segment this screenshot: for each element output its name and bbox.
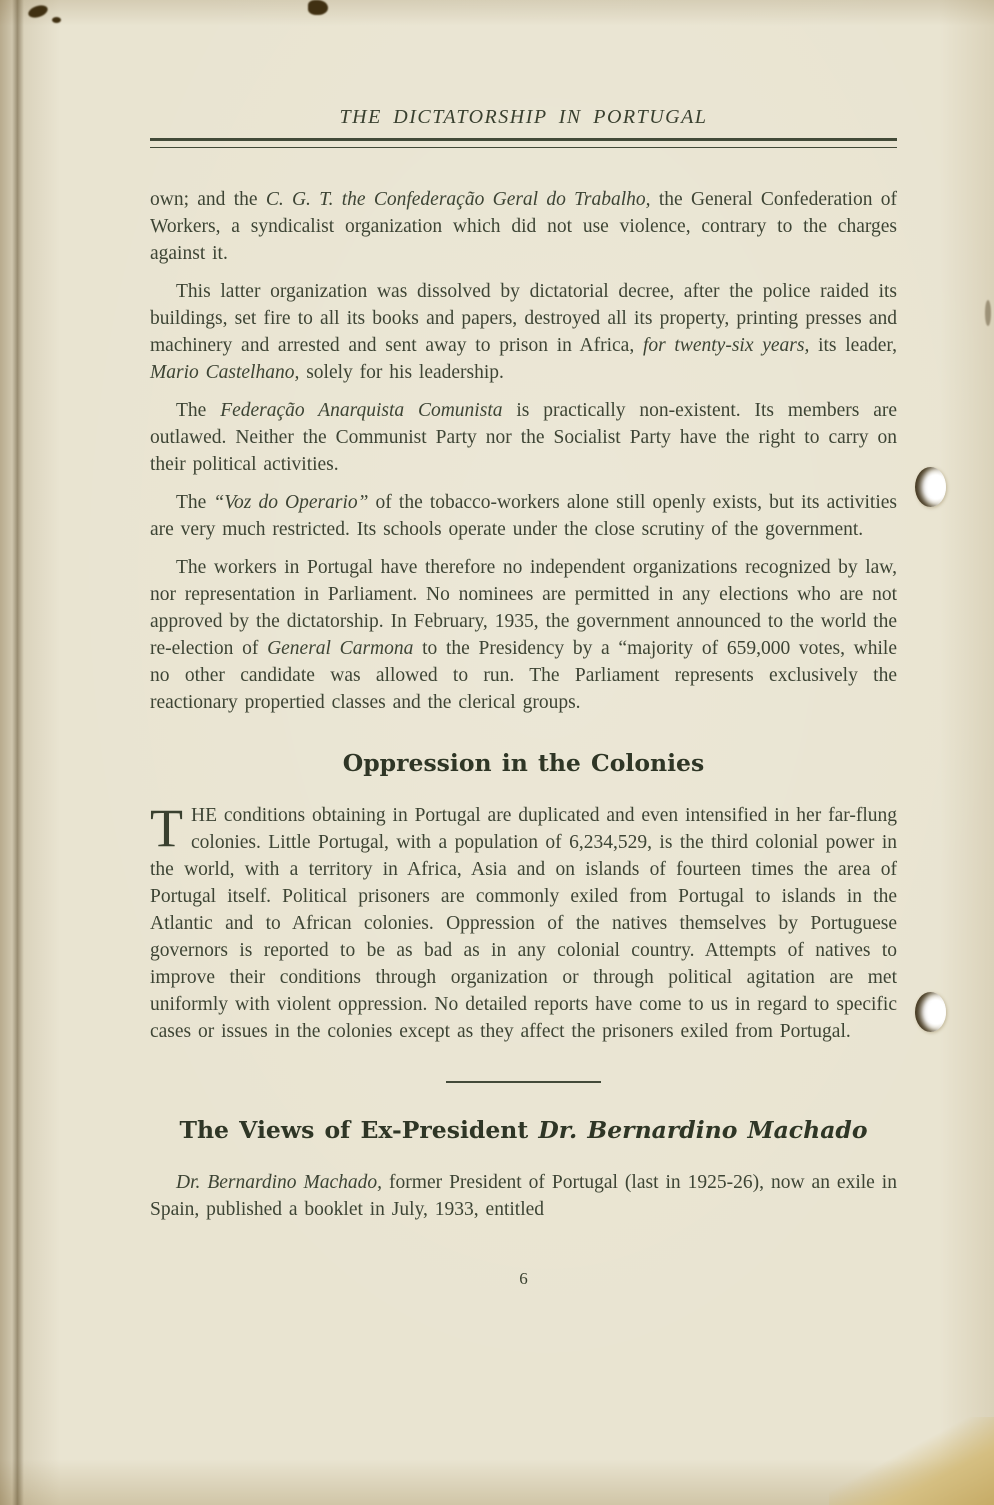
text-segment: Mario Castelhano, (150, 362, 300, 383)
text-segment: of the tobacco-workers alone still openly exists, but its activities are very much restricted. Its schools operate under the close scrutiny of the government. (150, 492, 897, 540)
text-segment: is practically non-existent. Its members are outlawed. Neither the Communist Party nor the Socialist Party have the right to carry on their political activities. (150, 400, 898, 475)
paragraph-machado (150, 1169, 897, 1223)
text-segment: General Carmona (267, 638, 414, 659)
text-segment: Dr. Bernardino Machado, (176, 1172, 383, 1193)
paragraph-voz-do-operario (150, 489, 897, 543)
paragraph-dissolution (150, 278, 897, 386)
page-corner-curl (829, 1417, 994, 1505)
heading-text: The Views of Ex-President (179, 1116, 539, 1144)
paper-stain (27, 3, 49, 20)
text-segment: C. G. T. the Confederação Geral do Trabalho, (265, 189, 651, 210)
binding-hole-top (915, 467, 946, 507)
section-divider (446, 1081, 601, 1083)
text-segment: The workers in Portugal have therefore no independent organizations recognized by law, nor representation in Parliament. No nominees are permitted in any elections who are not approved by the dictatorship. In February, 1935, the government announced to the world the re-election of (150, 557, 897, 659)
paper-stain (308, 0, 328, 15)
body-text (150, 186, 897, 1292)
text-segment: The (176, 492, 214, 513)
text-column (150, 106, 897, 1292)
text-segment: The (176, 400, 221, 421)
text-segment: “Voz do Operario” (213, 492, 369, 513)
text-segment: for twenty-six years, (642, 335, 810, 356)
section-heading-machado (150, 1115, 897, 1145)
paper-stain (985, 300, 991, 326)
page-number: 6 (519, 1269, 528, 1288)
binding-hole-bottom (915, 992, 946, 1032)
paragraph-cgt (150, 186, 897, 267)
text-segment: solely for his leadership. (299, 362, 504, 383)
heading-name-italic: Dr. Bernardino Machado (538, 1116, 868, 1144)
text-segment: Federação Anarquista Comunista (220, 400, 503, 421)
header-double-rule (150, 138, 897, 148)
text-segment: former President of Portugal (last in 1925-26), now an exile in Spain, published a booklet in July, 1933, entitled (150, 1172, 897, 1220)
text-segment: the General Confederation of Workers, a syndicalist organization which did not use violence, contrary to the charges against it. (150, 189, 897, 264)
text-segment: to the Presidency by a “majority of 659,000 votes, while no other candidate was allowed to run. The Parliament represents exclusively the reactionary propertied classes and the clerical groups. (150, 638, 898, 713)
section-heading-colonies: Oppression in the Colonies (342, 749, 705, 777)
binding-gutter-shadow (12, 0, 24, 1505)
text-segment: This latter organization was dissolved by dictatorial decree, after the police raided its buildings, set fire to all its books and papers, destroyed all its property, printing presses and machinery and arrested and sent away to prison in Africa, (150, 281, 897, 356)
text-segment: own; and the (150, 189, 266, 210)
text-segment: HE conditions obtaining in Portugal are duplicated and even intensified in her far-flung colonies. Little Portugal, with a population of 6,234,529, is the third colonial power in the world, with a territory in Africa, Asia and on islands of fourteen times the area of Portugal itself. Political prisoners are commonly exiled from Portugal to islands in the Atlantic and to African colonies. Oppression of the natives themselves by Portuguese governors is reported to be as bad as in any colonial country. Attempts of natives to improve their conditions through organization or through political agitation are met uniformly with violent oppression. No detailed reports have come to us in regard to specific cases or issues in the colonies except as they affect the prisoners exiled from Portugal. (150, 805, 897, 1042)
paragraph-workers (150, 554, 897, 716)
drop-cap: T (150, 798, 183, 858)
paper-stain (52, 17, 61, 23)
text-segment: its leader, (809, 335, 897, 356)
paragraph-federacao (150, 397, 897, 478)
paragraph-colonies (150, 798, 897, 1045)
running-header-title: THE DICTATORSHIP IN PORTUGAL (339, 106, 708, 128)
